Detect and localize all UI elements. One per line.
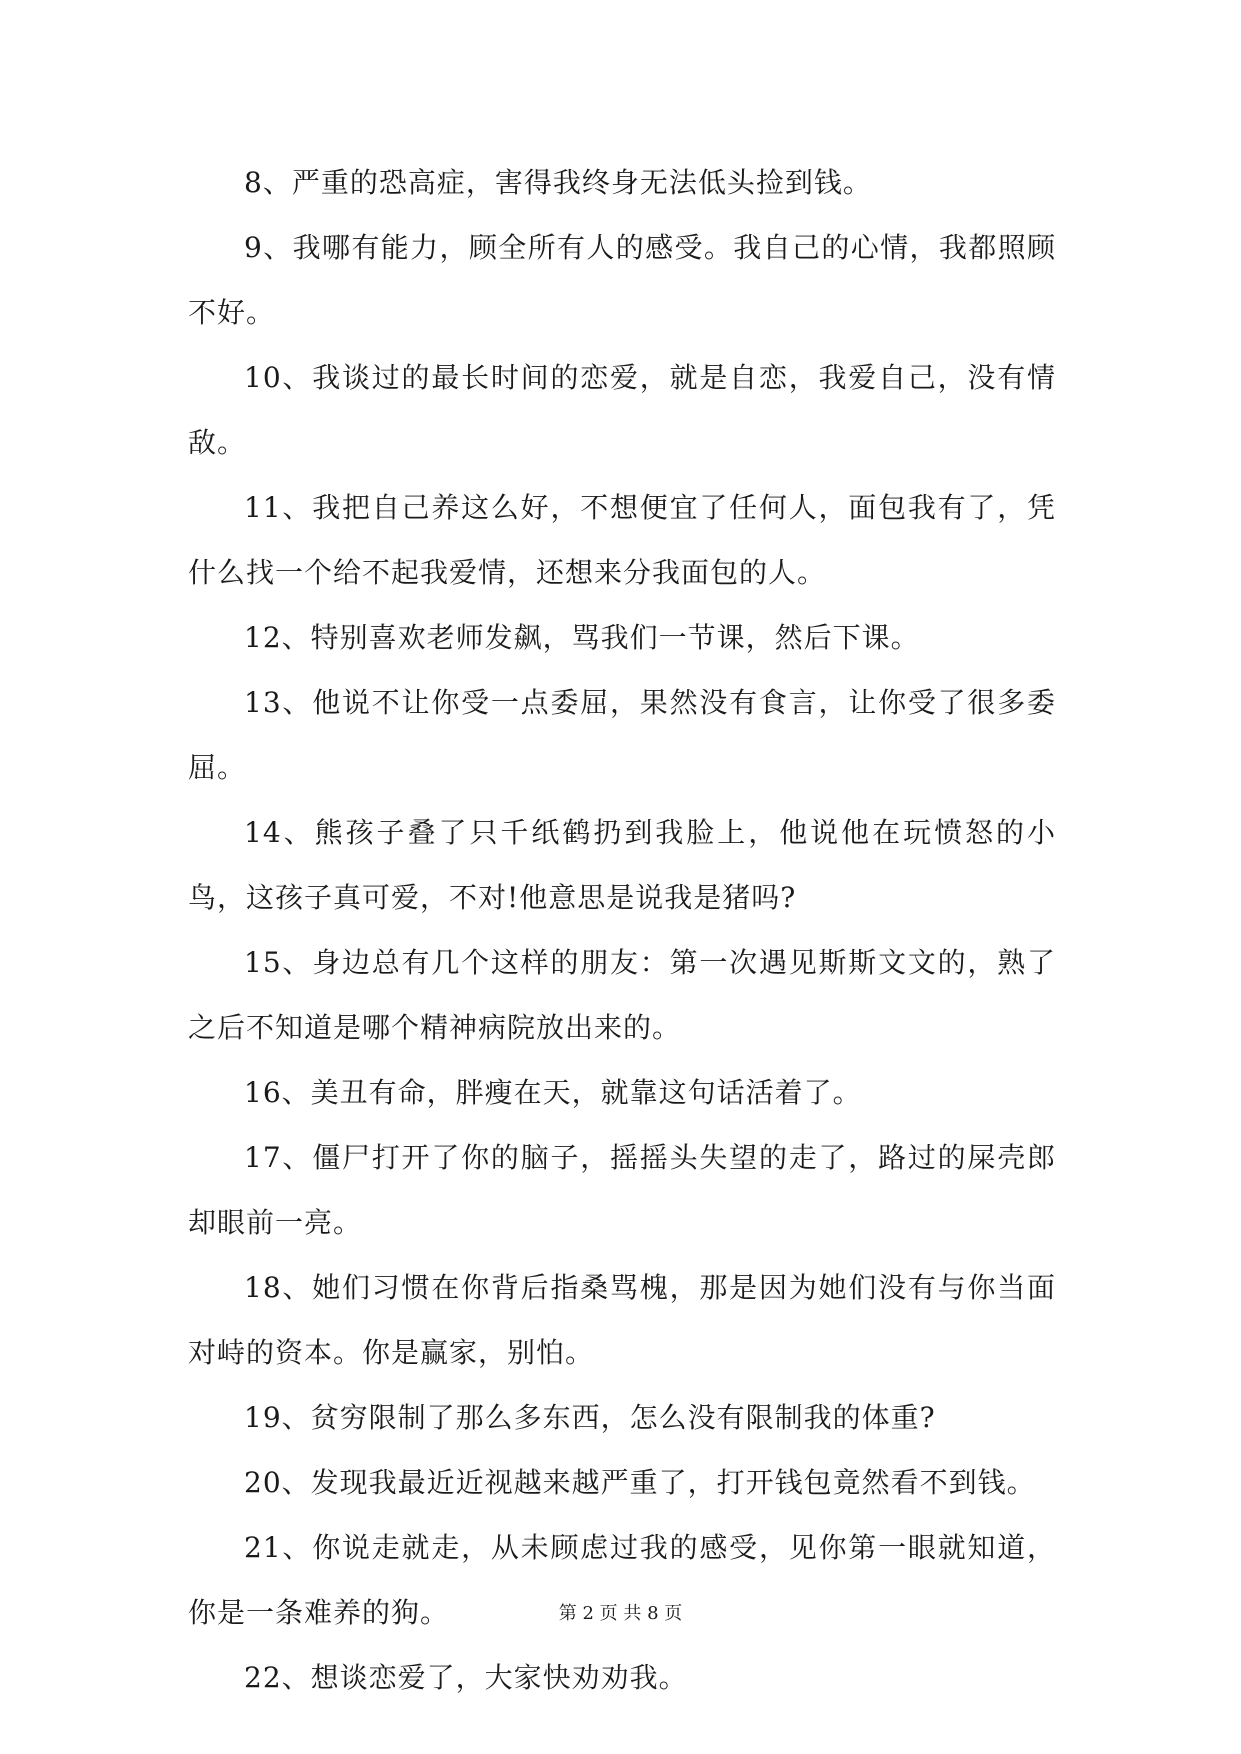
paragraph-14: 14、熊孩子叠了只千纸鹤扔到我脸上，他说他在玩愤怒的小鸟，这孩子真可爱，不对!他意思是说我是猪吗? [188, 816, 1056, 914]
paragraph-13: 13、他说不让你受一点委屈，果然没有食言，让你受了很多委屈。 [188, 686, 1056, 784]
paragraph-19: 19、贫穷限制了那么多东西，怎么没有限制我的体重? [244, 1401, 936, 1434]
paragraph-20: 20、发现我最近近视越来越严重了，打开钱包竟然看不到钱。 [244, 1466, 1036, 1499]
paragraph-12: 12、特别喜欢老师发飙，骂我们一节课，然后下课。 [244, 621, 920, 654]
paragraph-9: 9、我哪有能力，顾全所有人的感受。我自己的心情，我都照顾不好。 [188, 231, 1056, 329]
paragraph-8: 8、严重的恐高症，害得我终身无法低头捡到钱。 [244, 166, 872, 199]
paragraph-21: 21、你说走就走，从未顾虑过我的感受，见你第一眼就知道，你是一条难养的狗。 [188, 1531, 1056, 1629]
paragraph-17: 17、僵尸打开了你的脑子，摇摇头失望的走了，路过的屎壳郎却眼前一亮。 [188, 1141, 1056, 1239]
paragraph-15: 15、身边总有几个这样的朋友：第一次遇见斯斯文文的，熟了之后不知道是哪个精神病院放出来的。 [188, 946, 1056, 1044]
paragraph-10: 10、我谈过的最长时间的恋爱，就是自恋，我爱自己，没有情敌。 [188, 361, 1056, 459]
paragraph-18: 18、她们习惯在你背后指桑骂槐，那是因为她们没有与你当面对峙的资本。你是赢家，别怕。 [188, 1271, 1056, 1369]
paragraph-16: 16、美丑有命，胖瘦在天，就靠这句话活着了。 [244, 1076, 862, 1109]
paragraph-11: 11、我把自己养这么好，不想便宜了任何人，面包我有了，凭什么找一个给不起我爱情，还想来分我面包的人。 [188, 491, 1056, 589]
paragraph-22: 22、想谈恋爱了，大家快劝劝我。 [244, 1661, 688, 1694]
page-number-footer: 第 2 页 共 8 页 [558, 1603, 683, 1624]
document-body [188, 150, 1056, 1710]
